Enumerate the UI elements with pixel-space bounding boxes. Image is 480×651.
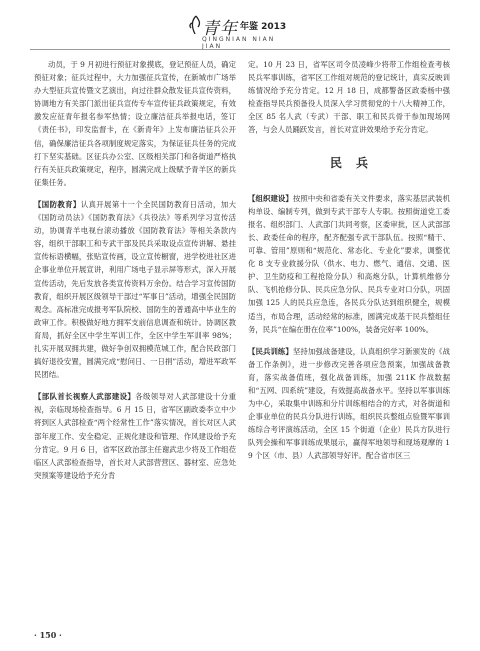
masthead-subtitle: 年鉴 2013 [240,22,287,32]
header-rule [30,49,450,50]
right-column [248,58,450,463]
section-body: 按照中央和省委有关文件要求，落实基层武装机构单设、编制专列，做到专武干部专人专职。按照街道党工委报名、组织部门、人武部门共同考察，区委审批，区人武部部长、政委任命的程序，配齐配强专武干部队伍。按照“精干、可靠、管用”原则和“规范化、常态化、专业化”要求，调整优化 8 支专业救援分队（供水、电力、燃气、通信、交通、医护、卫生防疫和工程抢险分队）和高炮分队，计算机维修分队、飞机抢修分队、民兵应急分队、民兵专业对口分队，巩固加强 125 人的民兵应急连，各民兵分队达到组织健全，规模适当，布局合理，活动经常的标准，圆满完成基干民兵整组任务，民兵“在编在册在位率”100%，装备完好率 100%。 [248,193,450,334]
section-heading: 【部队首长视察人武部建设】 [34,392,136,402]
section-body: 各级领导对人武部建设十分重视，亲临现场检查指导。6 月 15 日，省军区副政委李立中少将到区人武部检查“两个经常性工作”落实情况，首长对区人武部年度工作、安全稳定、正规化建设和管理、作风建设给予充分肯定。9 月 6 日，省军区政治部主任谢武忠少将及工作组莅临区人武部检查指导，首长对人武部营营区、器材室、应急处突预案等建设给予充分肯 [34,392,236,480]
left-intro-paragraph: 动员，于 9 月初进行预征对象摸底，登记预征人员，确定预征对象；征兵过程中，大力加强征兵宣传，在新城市广场举办大型征兵宣传暨文艺演出，向过往群众散发征兵宣传资料，协调地方有关部门派出征兵宣传专车宣传征兵政策规定，有效激发应征青年报名参军热情；设立廉洁征兵举报电话，签订《责任书》，印发监督卡，在《新青年》上发布廉洁征兵公开信，确保廉洁征兵各项制度规定落实，为保证征兵任务的完成打下坚实基础。区征兵办公室、区级相关部门和各街道严格执行有关征兵政策规定，程序，圆满完成上级赋予青羊区的新兵征集任务。 [34,60,236,187]
section-paragraph [248,192,450,336]
page-header [0,0,480,52]
section-paragraph [34,390,236,482]
page-number: · 150 · [34,630,62,640]
right-intro-paragraph: 定。10 月 23 日，省军区司令员凌峰少将带工作组检查考核民兵军事训练，省军区工作组对规范的登记统计，真实反映训练情况给予充分肯定。12 月 18 日，成都警备区政委杨中强检查指导民兵预备役人员深入学习贯彻党的十八大精神工作，全区 85 名人武（专武）干部、职工和民兵骨干参加现场网答，与会人员踊跃发言，首长对宣讲效果给予充分肯定。 [248,60,450,135]
section-leader-inspection [34,390,236,482]
section-heading: 【组织建设】 [248,193,293,203]
masthead-roman: QINGNIAN NIAN JIAN [202,36,276,50]
section-paragraph [248,345,450,463]
section-body: 坚持加强战备建设，认真组织学习新颁发的《战备工作条例》，进一步修改完善各项应急预案，加强战备教育，落实战备值班，强化战备训练，加强 211K 作战数据和“五网、四系统”建设，有效提高战备水平。坚持以军事训练为中心，采取集中训练和分片训练相结合的方式，对各街道和企事业单位的民兵分队进行训练，组织民兵整组点验暨军事训练综合考评演练活动，全区 15 个街道（企业）民兵方队进行队列会操和军事训练成果展示，赢得军地领导和现场观摩的 19 个区（市、县）人武部领导好评。配合省市区三 [248,346,450,461]
masthead-title: 青年 [202,19,238,39]
left-column [34,58,236,482]
masthead [188,12,298,52]
section-heading: 【民兵训练】 [248,346,293,356]
section-title-militia: 民兵 [329,155,382,170]
section-heading: 【国防教育】 [34,199,81,209]
section-militia-training [248,345,450,463]
section-national-defense-education [34,198,236,381]
section-paragraph [34,198,236,381]
section-organization-building [248,192,450,336]
section-body: 认真开展第十一个全民国防教育日活动，加大《国防动员法》《国防教育法》《兵役法》等系列学习宣传活动，协调青羊电视台滚动播放《国防教育法》等相关条款内容，组织干部职工和专武干部及民兵采取设点宣传讲解、悬挂宣传标语横幅，张贴宣传画，设立宣传橱窗，进学校进社区进企事业单位开展宣讲，利用广场电子显示屏等形式，深入开展宣传活动，先后发放各类宣传资料万余份。结合学习宣传国防教育，组织开展区级领导干部过“军事日”活动，增强全民国防观念。高标准完成报考军队院校、国防生的普通高中毕业生的政审工作。积极做好地方拥军支前信息调查和统计。协调区教育局，抓好全区中学生军训工作，全区中学生军训率 98%；扎实开展双拥共建，做好争创双拥模范城工作，配合民政部门搞好退役安置，圆满完成“慰问日、一日捐”活动，增进军政军民团结。 [34,199,236,380]
